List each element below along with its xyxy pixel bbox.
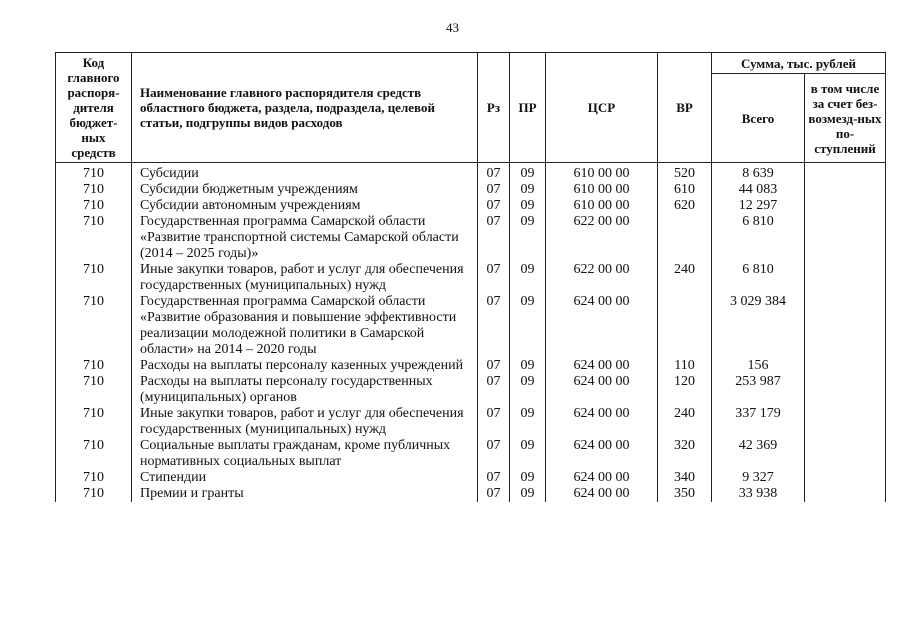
cell-code: 710: [56, 262, 132, 294]
cell-code: 710: [56, 198, 132, 214]
cell-total: 6 810: [712, 262, 805, 294]
cell-name: Расходы на выплаты персоналу казенных учреждений: [132, 358, 478, 374]
cell-pr: 09: [510, 486, 546, 502]
cell-code: 710: [56, 470, 132, 486]
cell-grants: [805, 214, 886, 262]
cell-pr: 09: [510, 294, 546, 358]
cell-name: Государственная программа Самарской области «Развитие транспортной системы Самарской области (2014 – 2025 годы)»: [132, 214, 478, 262]
cell-grants: [805, 358, 886, 374]
cell-grants: [805, 182, 886, 198]
cell-vr: 120: [658, 374, 712, 406]
header-pr: ПР: [510, 53, 546, 163]
cell-pr: 09: [510, 198, 546, 214]
cell-vr: [658, 294, 712, 358]
cell-rz: 07: [478, 406, 510, 438]
table-row: [56, 163, 886, 183]
cell-csr: 624 00 00: [546, 486, 658, 502]
cell-csr: 624 00 00: [546, 438, 658, 470]
cell-rz: 07: [478, 486, 510, 502]
cell-total: 8 639: [712, 163, 805, 183]
cell-pr: 09: [510, 262, 546, 294]
table-row: [56, 214, 886, 262]
cell-total: 253 987: [712, 374, 805, 406]
header-name: Наименование главного распорядителя средств областного бюджета, раздела, подраздела, целевой статьи, подгруппы видов расходов: [132, 53, 478, 163]
table-row: [56, 470, 886, 486]
cell-code: 710: [56, 214, 132, 262]
cell-pr: 09: [510, 182, 546, 198]
page-number: 43: [446, 20, 459, 35]
cell-rz: 07: [478, 262, 510, 294]
cell-code: 710: [56, 406, 132, 438]
cell-grants: [805, 486, 886, 502]
cell-total: 156: [712, 358, 805, 374]
cell-rz: 07: [478, 163, 510, 183]
cell-pr: 09: [510, 406, 546, 438]
cell-rz: 07: [478, 374, 510, 406]
cell-name: Стипендии: [132, 470, 478, 486]
cell-csr: 624 00 00: [546, 374, 658, 406]
cell-total: 337 179: [712, 406, 805, 438]
cell-csr: 624 00 00: [546, 294, 658, 358]
cell-rz: 07: [478, 438, 510, 470]
header-grants: в том числе за счет без-возмезд-ных по-ступлений: [805, 74, 886, 163]
cell-csr: 610 00 00: [546, 163, 658, 183]
cell-grants: [805, 374, 886, 406]
table-row: [56, 438, 886, 470]
cell-rz: 07: [478, 182, 510, 198]
cell-rz: 07: [478, 358, 510, 374]
cell-name: Иные закупки товаров, работ и услуг для обеспечения государственных (муниципальных) нужд: [132, 262, 478, 294]
table-header: [56, 53, 886, 163]
cell-vr: 320: [658, 438, 712, 470]
cell-name: Иные закупки товаров, работ и услуг для обеспечения государственных (муниципальных) нужд: [132, 406, 478, 438]
cell-total: 9 327: [712, 470, 805, 486]
cell-pr: 09: [510, 214, 546, 262]
cell-grants: [805, 163, 886, 183]
budget-table: [55, 52, 886, 502]
cell-vr: 340: [658, 470, 712, 486]
cell-csr: 624 00 00: [546, 358, 658, 374]
cell-pr: 09: [510, 358, 546, 374]
cell-rz: 07: [478, 198, 510, 214]
header-rz: Рз: [478, 53, 510, 163]
cell-csr: 622 00 00: [546, 214, 658, 262]
cell-total: 44 083: [712, 182, 805, 198]
cell-code: 710: [56, 374, 132, 406]
table-row: [56, 182, 886, 198]
cell-total: 42 369: [712, 438, 805, 470]
cell-grants: [805, 406, 886, 438]
cell-total: 33 938: [712, 486, 805, 502]
cell-csr: 610 00 00: [546, 198, 658, 214]
cell-grants: [805, 294, 886, 358]
cell-vr: 620: [658, 198, 712, 214]
header-total: Всего: [712, 74, 805, 163]
cell-rz: 07: [478, 470, 510, 486]
cell-rz: 07: [478, 294, 510, 358]
cell-code: 710: [56, 438, 132, 470]
cell-vr: 610: [658, 182, 712, 198]
cell-pr: 09: [510, 163, 546, 183]
cell-vr: 240: [658, 406, 712, 438]
cell-grants: [805, 198, 886, 214]
header-vr: ВР: [658, 53, 712, 163]
cell-code: 710: [56, 358, 132, 374]
cell-csr: 624 00 00: [546, 406, 658, 438]
cell-code: 710: [56, 486, 132, 502]
cell-total: 12 297: [712, 198, 805, 214]
cell-code: 710: [56, 294, 132, 358]
table-row: [56, 406, 886, 438]
table-row: [56, 374, 886, 406]
cell-rz: 07: [478, 214, 510, 262]
table-row: [56, 486, 886, 502]
cell-name: Социальные выплаты гражданам, кроме публичных нормативных социальных выплат: [132, 438, 478, 470]
cell-vr: 240: [658, 262, 712, 294]
cell-pr: 09: [510, 374, 546, 406]
header-sum: Сумма, тыс. рублей: [712, 53, 886, 74]
cell-name: Премии и гранты: [132, 486, 478, 502]
cell-name: Расходы на выплаты персоналу государственных (муниципальных) органов: [132, 374, 478, 406]
header-csr: ЦСР: [546, 53, 658, 163]
cell-pr: 09: [510, 438, 546, 470]
table-row: [56, 358, 886, 374]
cell-pr: 09: [510, 470, 546, 486]
cell-vr: [658, 214, 712, 262]
cell-name: Субсидии автономным учреждениям: [132, 198, 478, 214]
table-row: [56, 294, 886, 358]
table-body: [56, 163, 886, 503]
table-row: [56, 262, 886, 294]
cell-csr: 622 00 00: [546, 262, 658, 294]
cell-vr: 350: [658, 486, 712, 502]
cell-name: Субсидии: [132, 163, 478, 183]
cell-total: 3 029 384: [712, 294, 805, 358]
cell-total: 6 810: [712, 214, 805, 262]
cell-code: 710: [56, 163, 132, 183]
cell-name: Государственная программа Самарской области «Развитие образования и повышение эффективности реализации молодежной политики в Самарской области» на 2014 – 2020 годы: [132, 294, 478, 358]
cell-name: Субсидии бюджетным учреждениям: [132, 182, 478, 198]
cell-vr: 110: [658, 358, 712, 374]
cell-csr: 624 00 00: [546, 470, 658, 486]
cell-grants: [805, 470, 886, 486]
cell-csr: 610 00 00: [546, 182, 658, 198]
header-code: Код главного распоря-дителя бюджет-ных средств: [56, 53, 132, 163]
cell-grants: [805, 262, 886, 294]
table-row: [56, 198, 886, 214]
cell-vr: 520: [658, 163, 712, 183]
cell-code: 710: [56, 182, 132, 198]
cell-grants: [805, 438, 886, 470]
